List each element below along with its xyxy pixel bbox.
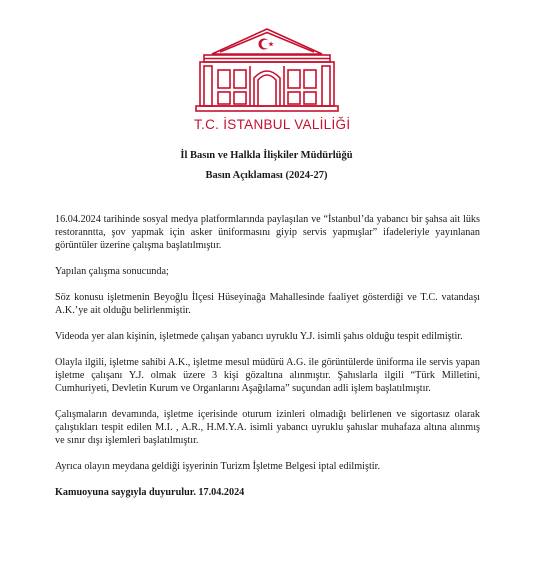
paragraph-license-cancelled: Ayrıca olayın meydana geldiği işyerinin Turizm İşletme Belgesi iptal edilmiştir.	[55, 461, 381, 472]
paragraph-result-heading: Yapılan çalışma sonucunda;	[55, 266, 169, 277]
press-release-body	[55, 213, 480, 512]
paragraph-deportation: Çalışmaların devamında, işletme içerisinde oturum izinleri olmadığı belirlenen ve sigortasız olarak çalıştıkları tespit edilen M.I. , A.R., H.M.Y.A. isimli yabancı uyruklu şahıslar muhafaza altına alınmış ve sınır dışı işlemleri başlatılmıştır.	[55, 409, 480, 446]
paragraph-detentions: Olayla ilgili, işletme sahibi A.K., işletme mesul müdürü A.G. ile görüntülerde üniforma ile servis yapan işletme çalışanı Y.J. olmak üzere 3 kişi gözaltına alınmıştır. Şahıslarla ilgili “Türk Milletini, Cumhuriyeti, Devletin Kurum ve Organlarını Aşağılama” suçundan adli işlem başlatılmıştır.	[55, 357, 480, 394]
paragraph-intro: 16.04.2024 tarihinde sosyal medya platformlarında paylaşılan ve “İstanbul’da yabancı bir şahsa ait lüks restoranntta, şov yapmak için asker üniformasını giyip servis yapmışlar” ifadeleriyle yayınlanan görüntüler üzerine çalışma başlatılmıştır.	[55, 214, 480, 251]
logo-text: T.C. İSTANBUL VALİLİĞİ	[194, 117, 351, 132]
governorship-building-icon	[194, 26, 340, 114]
department-title: İl Basın ve Halkla İlişkiler Müdürlüğü	[180, 150, 353, 161]
istanbul-governorship-logo	[194, 26, 351, 138]
closing-line: Kamuoyuna saygıyla duyurulur. 17.04.2024	[55, 487, 245, 498]
paragraph-business-owner: Söz konusu işletmenin Beyoğlu İlçesi Hüseyinağa Mahallesinde faaliyet gösterdiği ve T.C. vatandaşı A.K.’ye ait olduğu belirlenmiştir.	[55, 292, 480, 316]
crescent-star-icon	[259, 39, 274, 50]
paragraph-video-person: Videoda yer alan kişinin, işletmede çalışan yabancı uyruklu Y.J. isimli şahıs olduğu tespit edilmiştir.	[55, 331, 463, 342]
press-release-number: Basın Açıklaması (2024-27)	[205, 170, 328, 181]
